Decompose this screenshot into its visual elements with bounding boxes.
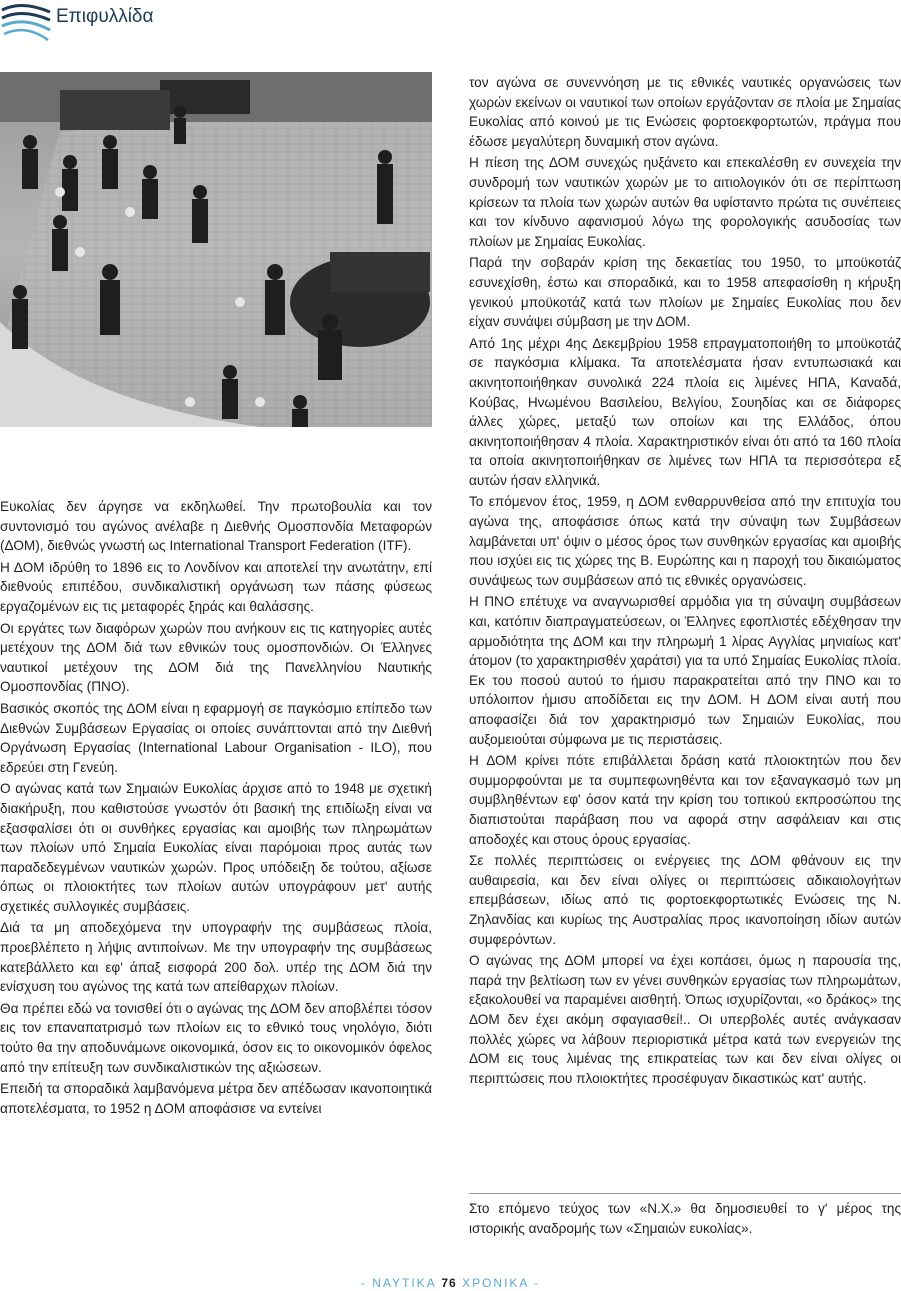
waves-logo-icon xyxy=(0,2,52,46)
left-paragraph-6: Διά τα μη αποδεχόμενα την υπογραφήν της συμβάσεως πλοία, προεβλέπετο η λήψις αντιποίνων. Με την υπογραφήν της συμβάσεως κατεβάλλετο και εφ' άπαξ εισφορά 200 δολ. υπέρ της ΔΟΜ διά την ενίσχυση του αγώνος της κατά των απείθαρχων πλοίων. xyxy=(0,920,432,995)
left-paragraph-8: Επειδή τα σποραδικά λαμβανόμενα μέτρα δεν απέδωσαν ικανοποιητικά αποτελέσματα, το 1952 η ΔΟΜ αποφάσισε να εντείνει xyxy=(0,1081,432,1116)
right-paragraph-7: Η ΔΟΜ κρίνει πότε επιβάλλεται δράση κατά πλοιοκτητών που δεν συμμορφούνται με τα συμπεφωνηθέντα και τον εξαναγκασμό των μη συμβληθέντων εφ' όσον κατά την κρίση του τοπικού εκπροσώπου της διαπιστούται παράβαση που να αφορά στην ασφάλειαν και στις αποδοχές και στους όρους εργασίας. xyxy=(469,753,901,847)
footer-suffix: ΧΡΟΝΙΚΑ - xyxy=(456,1276,541,1290)
left-paragraph-1: Ευκολίας δεν άργησε να εκδηλωθεί. Την πρωτοβουλία και τον συντονισμό του αγώνος ανέλαβε η Διεθνής Ομοσπονδία Μεταφορών (ΔΟΜ), διεθνώς γνωστή ως International Transport Federation (ITF). xyxy=(0,499,432,554)
left-column xyxy=(0,497,432,1120)
left-paragraph-4: Βασικός σκοπός της ΔΟΜ είναι η εφαρμογή σε παγκόσμιο επίπεδο των Διεθνών Συμβάσεων Εργασίας οι οποίες συνάπτονται από την Διεθνή Οργάνωση Εργασίας (International Labour Organisation - ILO), που εδρεύει στη Γενεύη. xyxy=(0,700,432,775)
right-paragraph-5: Το επόμενον έτος, 1959, η ΔΟΜ ενθαρρυνθείσα από την επιτυχία του αγώνα της, αποφάσισε όπως κατά την σύναψη των Συμβάσεων λαμβάνεται υπ' όψιν ο μέσος όρος των συνθηκών εργασίας και αμοιβής που ισχύει εις τις χώρες της Β. Ευρώπης και η παροχή του δικαιώματος συνάψεως των συμβάσεων από τις εθνικές οργανώσεις. xyxy=(469,494,901,588)
section-title: Επιφυλλίδα xyxy=(56,6,154,27)
right-paragraph-1: τον αγώνα σε συνεννόηση με τις εθνικές ναυτικές οργανώσεις των χωρών εκείνων οι ναυτικοί των οποίων εργάζονταν σε πλοία με Σημαίας Ευκολίας από κοινού με τις Ενώσεις φορτοεκφορτωτών, πράγμα που έδωσε μεγαλύτερη δυναμική στον αγώνα. xyxy=(469,75,901,149)
right-paragraph-8: Σε πολλές περιπτώσεις οι ενέργειες της ΔΟΜ φθάνουν εις την αυθαιρεσία, και δεν είναι ολίγες οι περιπτώσεις αδικαιολογήτων επεμβάσεων, ιδίως από τις φορτοεκφορτωτικές Ενώσεις της Ν. Ζηλανδίας και κυρίως της Αυστραλίας προς ικανοποίηση ιδίων αυτών συμφερόντων. xyxy=(469,853,901,947)
right-column xyxy=(469,73,901,1090)
strike-street-clash-photo xyxy=(0,72,432,427)
photo-scene xyxy=(0,72,432,427)
right-paragraph-9: Ο αγώνας της ΔΟΜ μπορεί να έχει κοπάσει, όμως η παρουσία της, παρά την βελτίωση των εν γένει συνθηκών εργασίας των πληρωμάτων, εξακολουθεί να παραμένει αισθητή. Όπως ισχυρίζονται, «ο δράκος» της ΔΟΜ δεν έχει ακόμη σφαγιασθεί!.. Οι υπερβολές αυτές ανάγκασαν πολλές χώρες να λάβουν περιοριστικά μέτρα κατά των ενεργειών της ΔΟΜ εις τους λιμένας της επικρατείας των και δεν είναι ολίγες οι περιπτώσεις που πλοιοκτήτες προσέφυγαν δικαστικώς κατ' αυτής. xyxy=(469,953,901,1086)
right-paragraph-2: Η πίεση της ΔΟΜ συνεχώς ηυξάνετο και επεκαλέσθη εν συνεχεία την συνδρομή των ναυτικών χωρών με το αιτιολογικόν ότι σε περίπτωση κρίσεων τα πλοία των χωρών αυτών θα υφίσταντο πρώτα τις συνέπειες και τον κίνδυνο αφανισμού λόγω της φορολογικής ασυδοσίας των πλοίων με Σημαίας Ευκολίας. xyxy=(469,155,901,249)
left-paragraph-3: Οι εργάτες των διαφόρων χωρών που ανήκουν εις τις κατηγορίες αυτές μετέχουν της ΔΟΜ διά των εθνικών τους ομοσπονδιών. Οι Έλληνες ναυτικοί μετέχουν της ΔΟΜ διά της Πανελληνίου Ναυτικής Ομοσπονδίας (ΠΝΟ). xyxy=(0,620,432,695)
right-paragraph-3: Παρά την σοβαράν κρίση της δεκαετίας του 1950, το μποϋκοτάζ εσυνεχίσθη, έστω και σποραδικά, και το 1958 απεφασίσθη η κήρυξη γενικού μποϋκοτάζ κατά των πλοίων με Σημαίες Ευκολίας που δεν είχαν συνάψει σύμβαση με την ΔΟΜ. xyxy=(469,255,901,330)
footer-prefix: - ΝΑΥΤΙΚΑ xyxy=(360,1276,442,1290)
page-header xyxy=(0,0,300,50)
left-paragraph-5: Ο αγώνας κατά των Σημαιών Ευκολίας άρχισε από το 1948 με σχετική διακήρυξη, που καθιστούσε γνωστόν ότι βασική της επιδίωξη είναι να εξασφαλίσει ότι οι συνθήκες εργασίας και αμοιβής των πληρωμάτων των πλοίων υπό Σημαία Ευκολίας είναι παρόμοιαι προς αυτάς των παραδεδεγμένων ναυτικών χωρών. Προς υπόδειξη δε τούτου, αξίωσε όπως οι πλοιοκτήτες των πλοίων αυτών υπογράφουν μετ' αυτής σχετικές συλλογικές συμβάσεις. xyxy=(0,781,432,914)
right-paragraph-6: Η ΠΝΟ επέτυχε να αναγνωρισθεί αρμόδια για τη σύναψη συμβάσεων και, κατόπιν διαπραγματεύσεων, οι Έλληνες εφοπλιστές εδέχθησαν την αρμοδιότητα της ΔΟΜ και την πληρωμή 1 λίρας Αγγλίας μηνιαίως κατ' άτομον (το χαρακτηρισθέν χαράτσι) για τα υπό Σημαίας Ευκολίας πλοία. Εκ του ποσού αυτού το ήμισυ παρακρατείται από την ΠΝΟ και το υπόλοιπον ήμισυ αποδίδεται εις την ΔΟΜ. Η ΔΟΜ είναι αυτή που αποφασίζει διά τον χαρακτηρισμό των Σημαιών Ευκολίας, που αυξομειούται σύμφωνα με τις περιστάσεις. xyxy=(469,594,901,747)
left-paragraph-2: Η ΔΟΜ ιδρύθη το 1896 εις το Λονδίνον και αποτελεί την ανωτάτην, επί διεθνούς επιπέδου, συνδικαλιστική οργάνωση των πάσης φύσεως εργαζομένων εις τις μεταφορές ξηράς και θαλάσσης. xyxy=(0,559,432,614)
next-issue-note: Στο επόμενο τεύχος των «Ν.Χ.» θα δημοσιευθεί το γ' μέρος της ιστορικής αναδρομής των «Σημαιών ευκολίας». xyxy=(469,1201,901,1236)
right-paragraph-4: Από 1ης μέχρι 4ης Δεκεμβρίου 1958 επραγματοποιήθη το μποϋκοτάζ σε παγκόσμια κλίμακα. Τα αποτελέσματα ήσαν εντυπωσιακά και ακινητοποιήθηκαν συνολικά 224 πλοία εις λιμένες ΗΠΑ, Καναδά, Κούβας, Ηνωμένου Βασιλείου, Βελγίου, Σουηδίας και σε διάφορες άλλες χώρες, μεταξύ των οποίων και της Ελλάδος, όπου ακινητοποιήθησαν 4 πλοία. Χαρακτηριστικόν είναι ότι από τα 160 πλοία τα οποία ακινητοποιήθηκαν σε λιμένες των ΗΠΑ τα περισσότερα εξ αυτών ήσαν ελληνικά. xyxy=(469,335,901,488)
page-number: 76 xyxy=(441,1276,457,1290)
note-divider xyxy=(469,1193,901,1194)
page-footer xyxy=(0,1276,901,1290)
left-paragraph-7: Θα πρέπει εδώ να τονισθεί ότι ο αγώνας της ΔΟΜ δεν αποβλέπει τόσον εις τον επαναπατρισμό των πλοίων εις το εθνικό τους νηολόγιο, διότι τούτο θα την αποδυνάμωνε οικονομικά, όσον εις το οικονομικόν όφελος από την επίτευξη των συνδικαλιστικών της αξιώσεων. xyxy=(0,1000,432,1075)
